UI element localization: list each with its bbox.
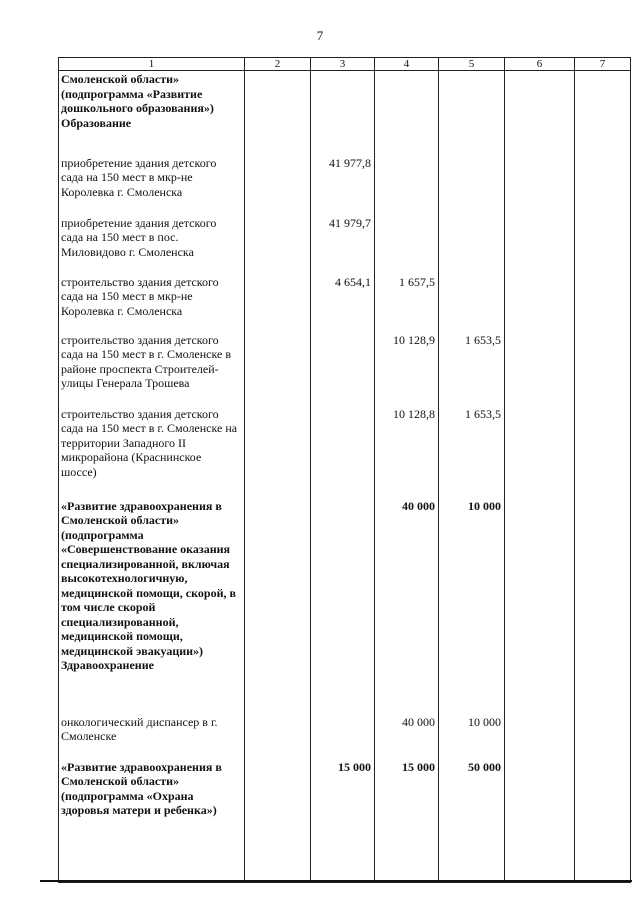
row-value-col3 [311, 332, 375, 406]
row-value-col4: 40 000 [375, 498, 439, 714]
row-value-col3 [311, 714, 375, 759]
row-description: онкологический диспансер в г. Смоленске [59, 714, 245, 759]
row-description: Смоленской области» (подпрограмма «Развитие дошкольного образования») Образование [59, 71, 245, 155]
row-value-col3: 4 654,1 [311, 274, 375, 332]
row-value-col3 [311, 498, 375, 714]
row-value-col5 [439, 215, 505, 274]
header-col-4: 4 [375, 58, 439, 71]
table-row [59, 155, 631, 215]
table-row [59, 71, 631, 155]
row-description: приобретение здания детского сада на 150 мест в мкр-не Королевка г. Смоленска [59, 155, 245, 215]
row-value-col4 [375, 155, 439, 215]
table-row [59, 498, 631, 714]
row-value-col4: 15 000 [375, 759, 439, 883]
header-row [59, 58, 631, 71]
row-description: строительство здания детского сада на 150 мест в мкр-не Королевка г. Смоленска [59, 274, 245, 332]
row-value-col3: 41 977,8 [311, 155, 375, 215]
row-value-col4: 1 657,5 [375, 274, 439, 332]
table-row [59, 406, 631, 498]
header-col-7: 7 [575, 58, 631, 71]
row-value-col3: 15 000 [311, 759, 375, 883]
bottom-rule [40, 880, 632, 882]
table-row [59, 215, 631, 274]
row-value-col5: 10 000 [439, 714, 505, 759]
table-row [59, 759, 631, 883]
header-col-2: 2 [245, 58, 311, 71]
row-value-col4 [375, 215, 439, 274]
row-value-col4: 10 128,9 [375, 332, 439, 406]
row-value-col5 [439, 155, 505, 215]
row-value-col5 [439, 274, 505, 332]
row-value-col4 [375, 71, 439, 155]
row-value-col5: 10 000 [439, 498, 505, 714]
row-description: строительство здания детского сада на 150 мест в г. Смоленске в районе проспекта Строителей-улицы Генерала Трошева [59, 332, 245, 406]
row-value-col5 [439, 71, 505, 155]
table-row [59, 274, 631, 332]
page-number: 7 [316, 28, 324, 43]
row-description: приобретение здания детского сада на 150 мест в пос. Миловидово г. Смоленска [59, 215, 245, 274]
header-col-3: 3 [311, 58, 375, 71]
row-value-col5: 1 653,5 [439, 406, 505, 498]
row-value-col3: 41 979,7 [311, 215, 375, 274]
header-col-6: 6 [505, 58, 575, 71]
row-value-col5: 50 000 [439, 759, 505, 883]
row-description: «Развитие здравоохранения в Смоленской области» (подпрограмма «Охрана здоровья матери и ребенка») [59, 759, 245, 883]
row-description: «Развитие здравоохранения в Смоленской области» (подпрограмма «Совершенствование оказания специализированной, включая высокотехнологичную, медицинской помощи, скорой, в том числе скорой специализированной, медицинской помощи, медицинской эвакуации») Здравоохранение [59, 498, 245, 714]
row-value-col3 [311, 406, 375, 498]
table-row [59, 714, 631, 759]
row-value-col3 [311, 71, 375, 155]
budget-table [58, 57, 631, 883]
row-value-col4: 10 128,8 [375, 406, 439, 498]
table-row [59, 332, 631, 406]
row-value-col4: 40 000 [375, 714, 439, 759]
row-value-col5: 1 653,5 [439, 332, 505, 406]
header-col-1: 1 [59, 58, 245, 71]
row-description: строительство здания детского сада на 150 мест в г. Смоленске на территории Западного II микрорайона (Краснинское шоссе) [59, 406, 245, 498]
header-col-5: 5 [439, 58, 505, 71]
